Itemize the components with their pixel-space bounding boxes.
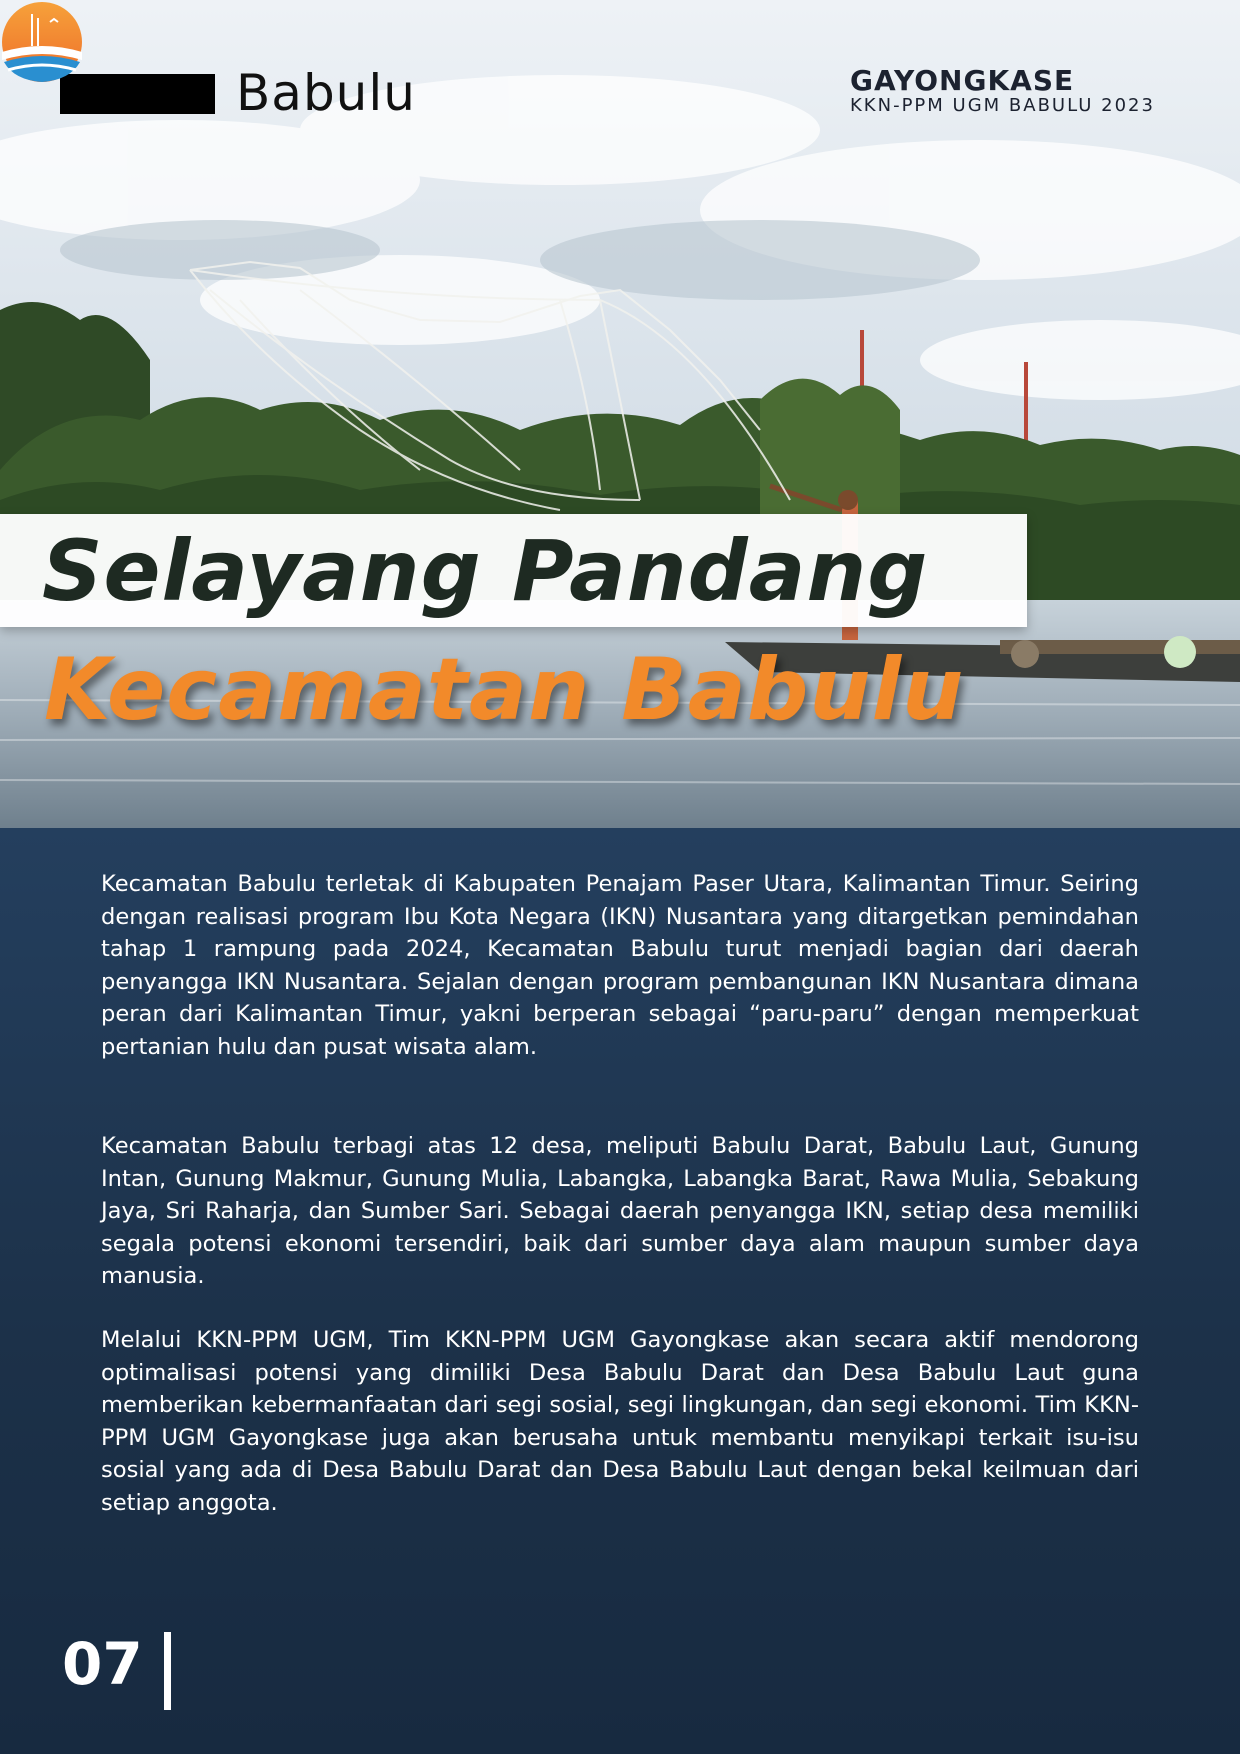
paragraph-3: Melalui KKN-PPM UGM, Tim KKN-PPM UGM Gayongkase akan secara aktif mendorong optimalisasi potensi yang dimiliki Desa Babulu Darat dan Desa Babulu Laut guna memberikan kebermanfaatan dari segi sosial, segi lingkungan, dan segi ekonomi. Tim KKN-PPM UGM Gayongkase juga akan berusaha untuk membantu menyikapi terkait isu-isu sosial yang ada di Desa Babulu Darat dan Desa Babulu Laut dengan bekal keilmuan dari setiap anggota. bbox=[101, 1327, 1139, 1516]
gayongkase-logo-icon bbox=[0, 0, 84, 84]
paragraph-1: Kecamatan Babulu terletak di Kabupaten Penajam Paser Utara, Kalimantan Timur. Seiring dengan realisasi program Ibu Kota Negara (IKN) Nusantara yang ditargetkan pemindahan tahap 1 rampung pada 2024, Kecamatan Babulu turut menjadi bagian dari daerah penyangga IKN Nusantara. Sejalan dengan program pembangunan IKN Nusantara dimana peran dari Kalimantan Timur, yakni berperan sebagai “paru-paru” dengan memperkuat pertanian hulu dan pusat wisata alam. bbox=[101, 871, 1139, 1060]
title-line-2: Kecamatan Babulu bbox=[44, 640, 965, 740]
page-number-divider bbox=[164, 1632, 171, 1710]
logo-title: GAYONGKASE bbox=[850, 64, 1075, 97]
paragraph-2: Kecamatan Babulu terbagi atas 12 desa, meliputi Babulu Darat, Babulu Laut, Gunung Intan, Gunung Makmur, Gunung Mulia, Labangka, Labangka Barat, Rawa Mulia, Sebakung Jaya, Sri Raharja, dan Sumber Sari. Sebagai daerah penyangga IKN, setiap desa memiliki segala potensi ekonomi tersendiri, baik dari sumber daya alam maupun sumber daya manusia. bbox=[101, 1133, 1139, 1289]
hero-photo bbox=[0, 0, 1240, 828]
brand-name: Babulu bbox=[236, 64, 416, 122]
logo-subtitle: KKN-PPM UGM BABULU 2023 bbox=[850, 95, 1155, 116]
page-number: 07 bbox=[62, 1630, 143, 1698]
title-line-1: Selayang Pandang bbox=[42, 522, 929, 620]
